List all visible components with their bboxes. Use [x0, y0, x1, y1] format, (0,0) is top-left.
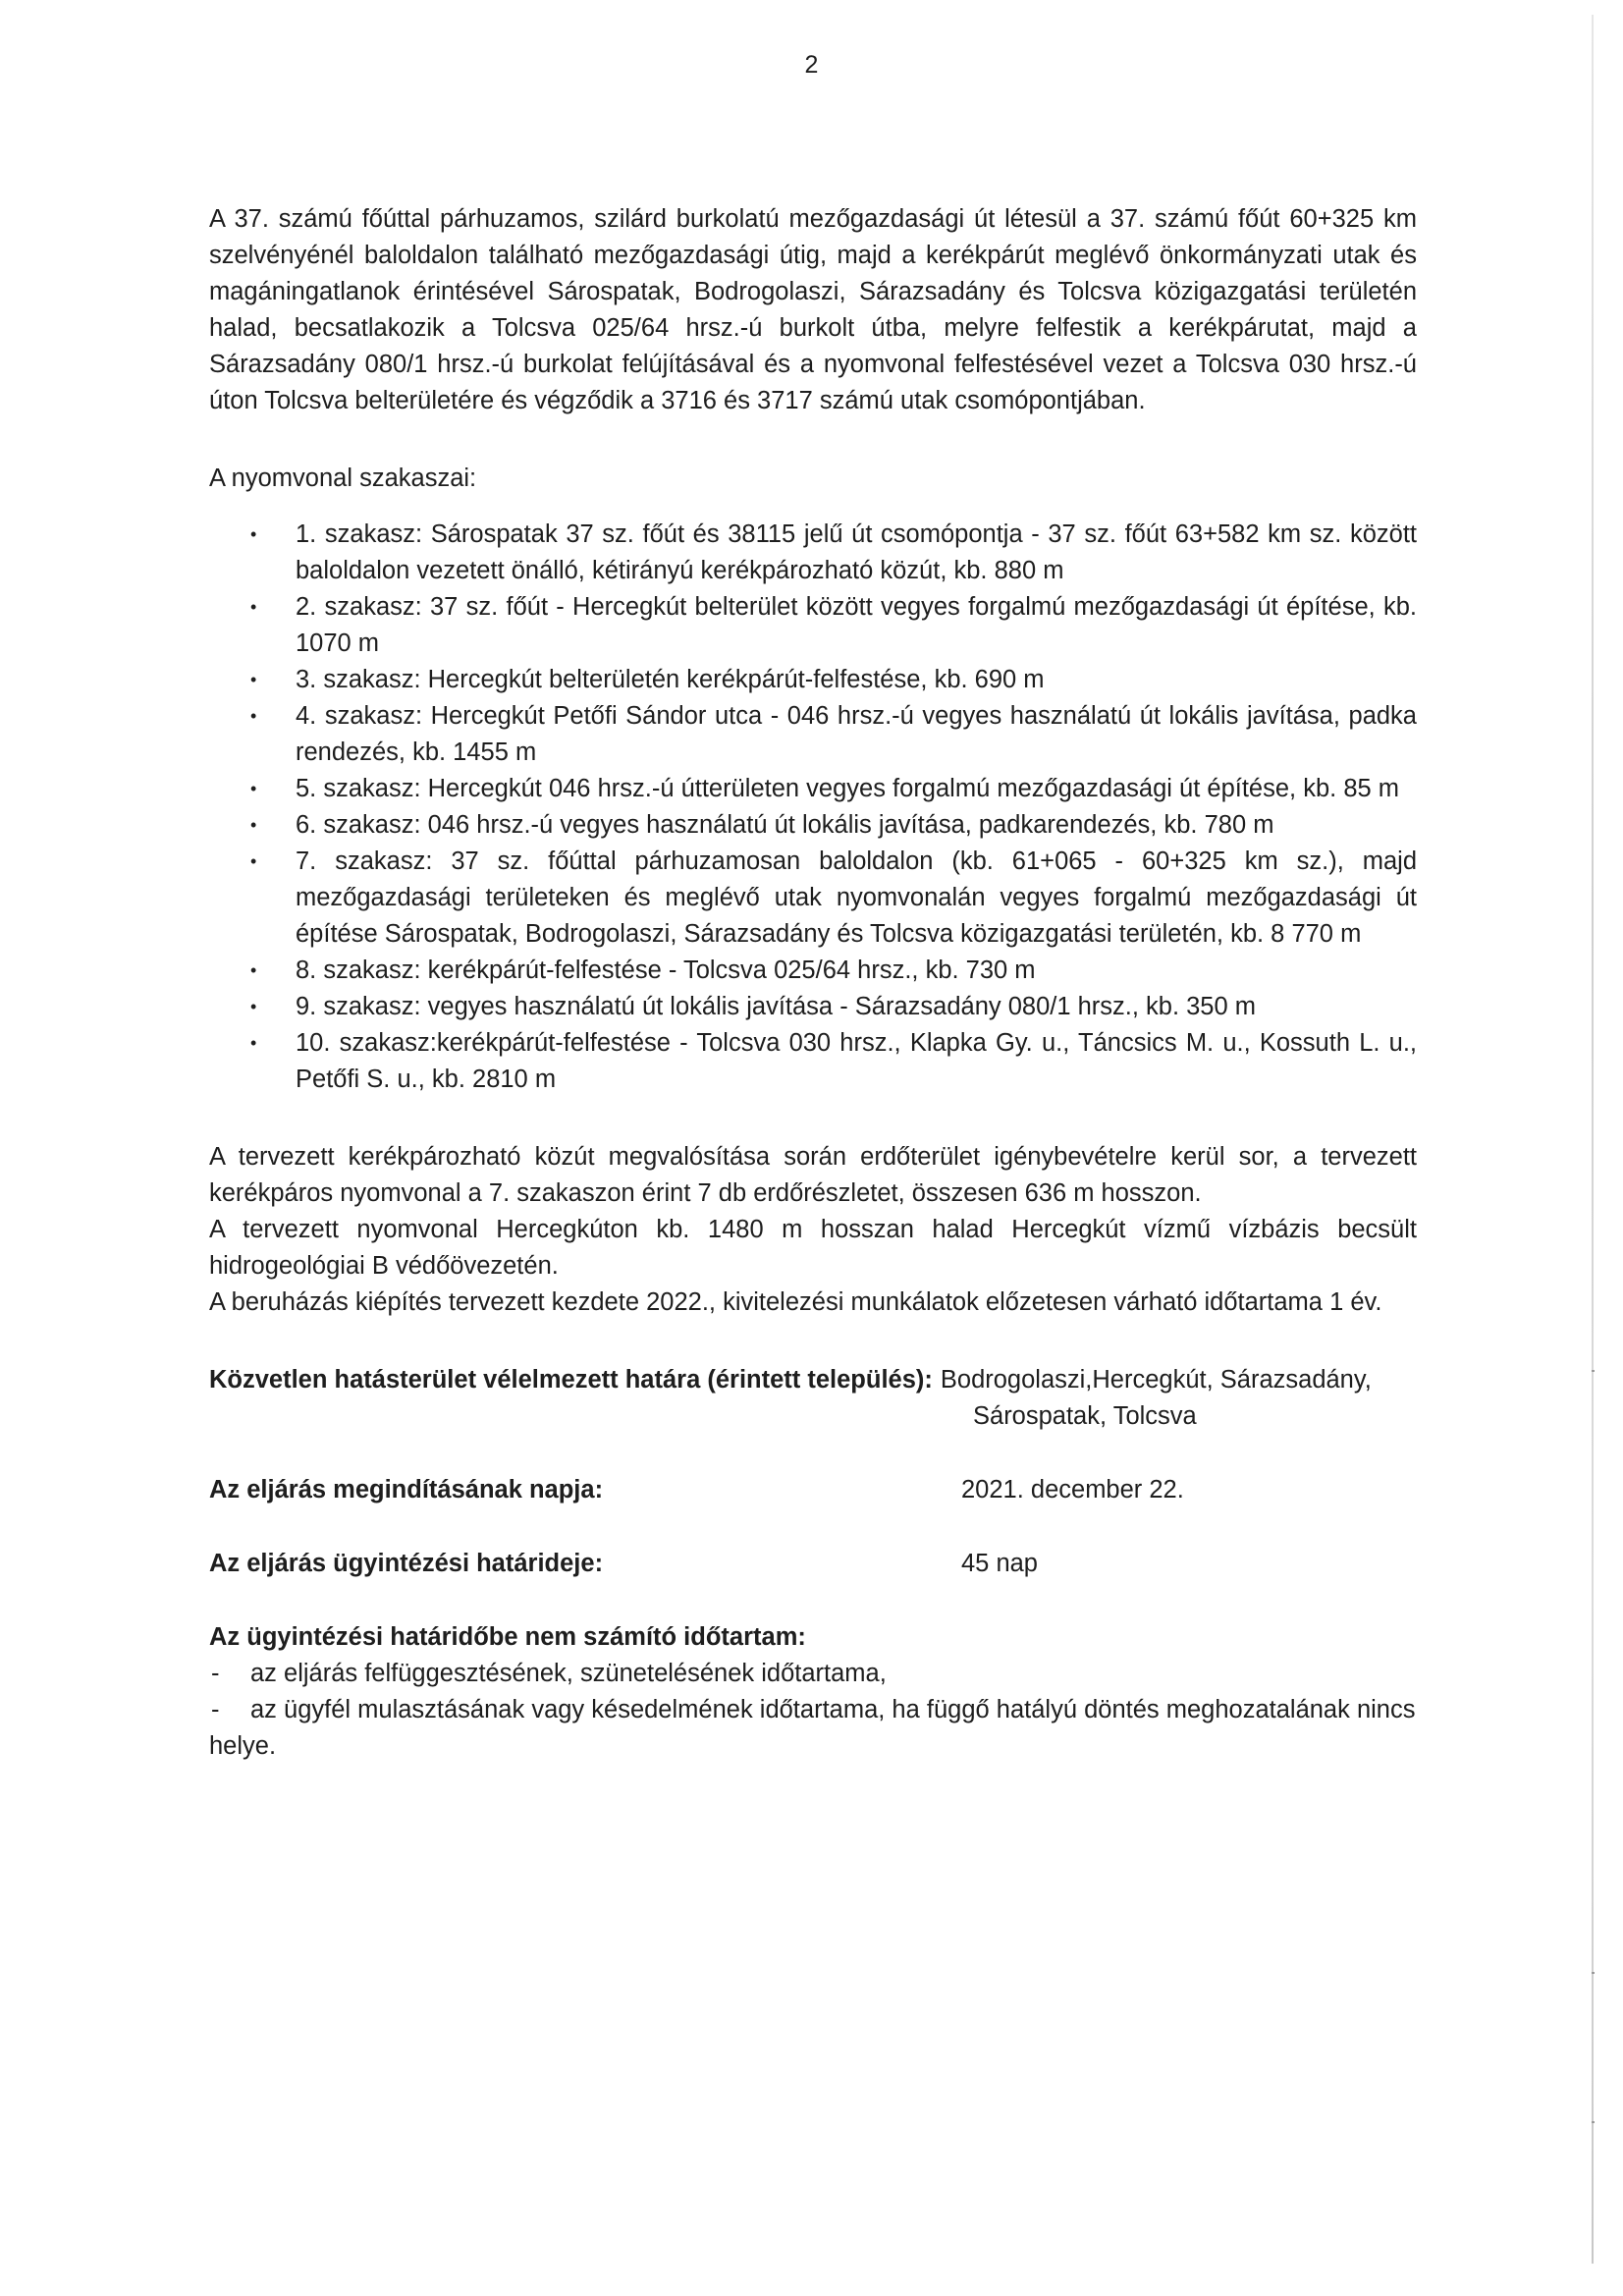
forest-paragraph: A tervezett kerékpározható közút megvalósítása során erdőterület igénybevételre kerül sor, a tervezett kerékpáros nyomvonal a 7. szakaszon érint 7 db erdőrészletet, összesen 636 m hosszon.	[209, 1143, 1417, 1207]
section-text: 8. szakasz: kerékpárút-felfestése - Tolcsva 025/64 hrsz., kb. 730 m	[296, 957, 1036, 984]
bullet-icon: •	[250, 815, 257, 835]
deadline-row	[209, 1546, 1417, 1582]
section-text: 9. szakasz: vegyes használatú út lokális javítása - Sárazsadány 080/1 hrsz., kb. 350 m	[296, 993, 1257, 1020]
section-text: 4. szakasz: Hercegkút Petőfi Sándor utca - 046 hrsz.-ú vegyes használatú út lokális javítása, padka rendezés, kb. 1455 m	[296, 702, 1417, 766]
section-text: 2. szakasz: 37 sz. főút - Hercegkút belterület között vegyes forgalmú mezőgazdasági út építése, kb. 1070 m	[296, 593, 1417, 657]
bullet-icon: •	[250, 960, 257, 980]
intro-paragraph: A 37. számú főúttal párhuzamos, szilárd burkolatú mezőgazdasági út létesül a 37. számú főút 60+325 km szelvényénél baloldalon található mezőgazdasági útig, majd a kerékpárút meglévő önkormányzati utak és magáningatlanok érintésével Sárospatak, Bodrogolaszi, Sárazsadány és Tolcsva közigazgatási területén halad, becsatlakozik a Tolcsva 025/64 hrsz.-ú burkolt útba, melyre felfestik a kerékpárutat, majd a Sárazsadány 080/1 hrsz.-ú burkolat felújításával és a nyomvonal felfestésével vezet a Tolcsva 030 hrsz.-ú úton Tolcsva belterületére és végződik a 3716 és 3717 számú utak csomópontjában.	[209, 205, 1417, 414]
exclusion-text: az eljárás felfüggesztésének, szünetelésének időtartama,	[250, 1660, 887, 1687]
bullet-icon: •	[250, 1033, 257, 1053]
impact-area-label: Közvetlen hatásterület vélelmezett határa (érintett település):	[209, 1366, 933, 1394]
section-item	[209, 771, 1417, 807]
dash-icon: -	[211, 1696, 220, 1723]
section-text: 3. szakasz: Hercegkút belterületén kerékpárút-felfestése, kb. 690 m	[296, 666, 1045, 693]
start-date-row	[209, 1472, 1417, 1508]
impact-area-value-line2: Sárospatak, Tolcsva	[973, 1402, 1197, 1430]
sections-heading: A nyomvonal szakaszai:	[209, 465, 477, 492]
sections-list	[209, 517, 1417, 1098]
water-protection-paragraph: A tervezett nyomvonal Hercegkúton kb. 1480 m hosszan halad Hercegkút vízmű vízbázis becsült hidrogeológiai B védőövezetén.	[209, 1216, 1417, 1280]
start-date-label: Az eljárás megindításának napja:	[209, 1476, 604, 1503]
section-item	[209, 989, 1417, 1025]
section-item	[209, 1025, 1417, 1098]
section-item	[209, 698, 1417, 771]
section-text: 5. szakasz: Hercegkút 046 hrsz.-ú útterületen vegyes forgalmú mezőgazdasági út építése, kb. 85 m	[296, 775, 1400, 802]
exclusion-text: az ügyfél mulasztásának vagy késedelmének időtartama, ha függő hatályú döntés meghozatalának nincs helye.	[209, 1696, 1416, 1760]
section-item	[209, 517, 1417, 589]
section-item	[209, 953, 1417, 989]
page-number: 2	[804, 51, 819, 79]
section-text: 10. szakasz:kerékpárút-felfestése - Tolcsva 030 hrsz., Klapka Gy. u., Táncsics M. u., Kossuth L. u., Petőfi S. u., kb. 2810 m	[296, 1029, 1417, 1093]
impact-area-value-line1: Bodrogolaszi,Hercegkút, Sárazsadány,	[940, 1366, 1372, 1394]
bullet-icon: •	[250, 997, 257, 1016]
section-text: 1. szakasz: Sárospatak 37 sz. főút és 38115 jelű út csomópontja - 37 sz. főút 63+582 km sz. között baloldalon vezetett önálló, kétirányú kerékpározható közút, kb. 880 m	[296, 520, 1417, 584]
section-item	[209, 844, 1417, 953]
dash-icon: -	[211, 1660, 220, 1687]
details-block	[209, 1139, 1417, 1321]
bullet-icon: •	[250, 524, 257, 544]
bullet-icon: •	[250, 670, 257, 689]
bullet-icon: •	[250, 779, 257, 798]
section-item	[209, 589, 1417, 662]
bullet-icon: •	[250, 851, 257, 871]
deadline-label: Az eljárás ügyintézési határideje:	[209, 1550, 604, 1577]
section-text: 7. szakasz: 37 sz. főúttal párhuzamosan baloldalon (kb. 61+065 - 60+325 km sz.), majd mezőgazdasági területeken és meglévő utak nyomvonalán vegyes forgalmú mezőgazdasági út építése Sárospatak, Bodrogolaszi, Sárazsadány és Tolcsva közigazgatási területén, kb. 8 770 m	[296, 847, 1417, 948]
section-text: 6. szakasz: 046 hrsz.-ú vegyes használatú út lokális javítása, padkarendezés, kb. 780 m	[296, 811, 1274, 839]
scan-speck	[1592, 1370, 1595, 1372]
section-item	[209, 807, 1417, 844]
exclusion-item	[209, 1656, 1417, 1692]
bullet-icon: •	[250, 597, 257, 617]
scan-speck	[1592, 2121, 1595, 2123]
scan-speck	[1592, 1972, 1595, 1974]
exclusions-title: Az ügyintézési határidőbe nem számító időtartam:	[209, 1623, 806, 1651]
document-body	[209, 201, 1417, 1765]
bullet-icon: •	[250, 706, 257, 726]
schedule-paragraph: A beruházás kiépítés tervezett kezdete 2022., kivitelezési munkálatok előzetesen várható időtartama 1 év.	[209, 1288, 1382, 1316]
section-item	[209, 662, 1417, 698]
impact-area-row	[209, 1362, 1417, 1435]
exclusion-item	[209, 1692, 1417, 1765]
deadline-value: 45 nap	[961, 1550, 1038, 1577]
exclusions-list	[209, 1656, 1417, 1765]
start-date-value: 2021. december 22.	[961, 1476, 1184, 1503]
scan-edge-line	[1592, 15, 1594, 2264]
